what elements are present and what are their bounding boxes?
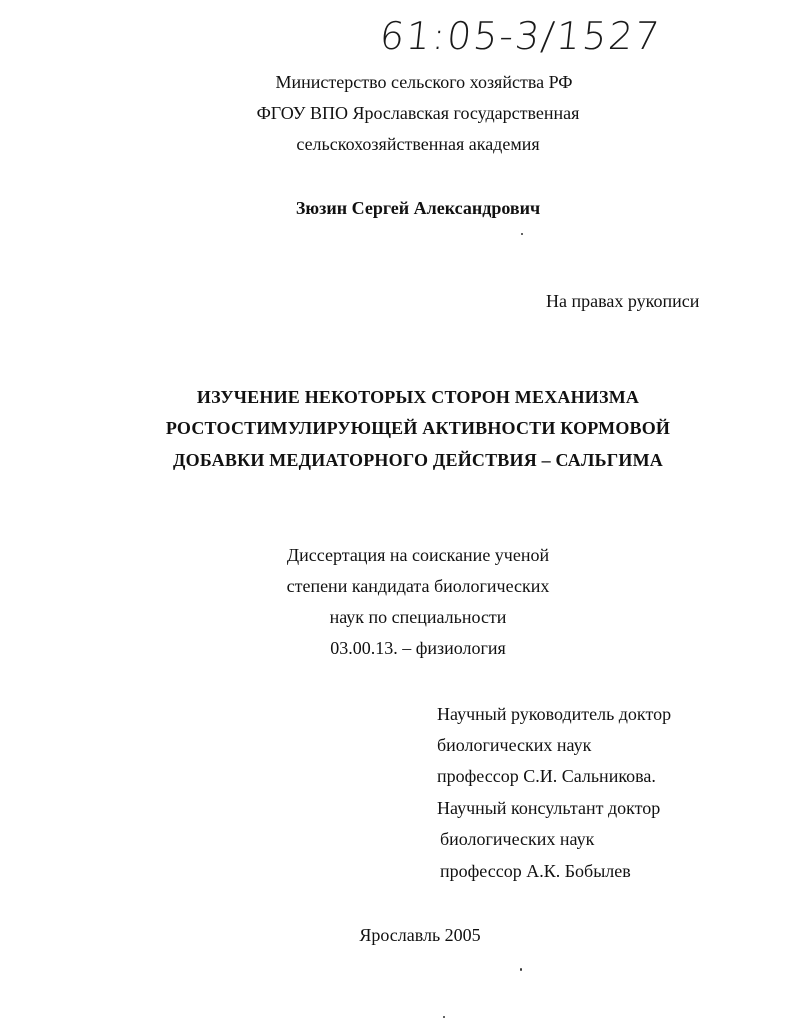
thesis-title-line-3: ДОБАВКИ МЕДИАТОРНОГО ДЕЙСТВИЯ – САЛЬГИМА xyxy=(173,450,663,470)
city-year: Ярославль 2005 xyxy=(359,925,481,945)
consultant-line-1: Научный консультант доктор xyxy=(437,798,661,818)
thesis-title-line-1: ИЗУЧЕНИЕ НЕКОТОРЫХ СТОРОН МЕХАНИЗМА xyxy=(196,387,640,407)
institution-line-2: сельскохозяйственная академия xyxy=(296,134,540,154)
ministry-line: Министерство сельского хозяйства РФ xyxy=(275,72,573,92)
thesis-title-line-2: РОСТОСТИМУЛИРУЮЩЕЙ АКТИВНОСТИ КОРМОВОЙ xyxy=(165,418,671,438)
consultant-line-3: профессор А.К. Бобылев xyxy=(440,861,631,881)
supervisor-line-3: профессор С.И. Сальникова. xyxy=(437,766,656,786)
scan-speck xyxy=(520,968,522,971)
institution-line-1: ФГОУ ВПО Ярославская государственная xyxy=(256,103,580,123)
manuscript-rights-note: На правах рукописи xyxy=(546,291,700,311)
author-name: Зюзин Сергей Александрович xyxy=(295,198,541,218)
specialty-code: 03.00.13. – физиология xyxy=(330,638,506,658)
dissertation-line-2: степени кандидата биологических xyxy=(286,576,550,596)
dissertation-line-1: Диссертация на соискание ученой xyxy=(286,545,550,565)
consultant-line-2: биологических наук xyxy=(440,829,595,849)
scan-speck xyxy=(443,1016,445,1018)
archive-handwritten-mark: 61:05-3/1527 xyxy=(377,14,664,58)
supervisor-line-2: биологических наук xyxy=(437,735,592,755)
scan-speck xyxy=(521,233,523,235)
dissertation-line-3: наук по специальности xyxy=(329,607,507,627)
supervisor-line-1: Научный руководитель доктор xyxy=(437,704,672,724)
